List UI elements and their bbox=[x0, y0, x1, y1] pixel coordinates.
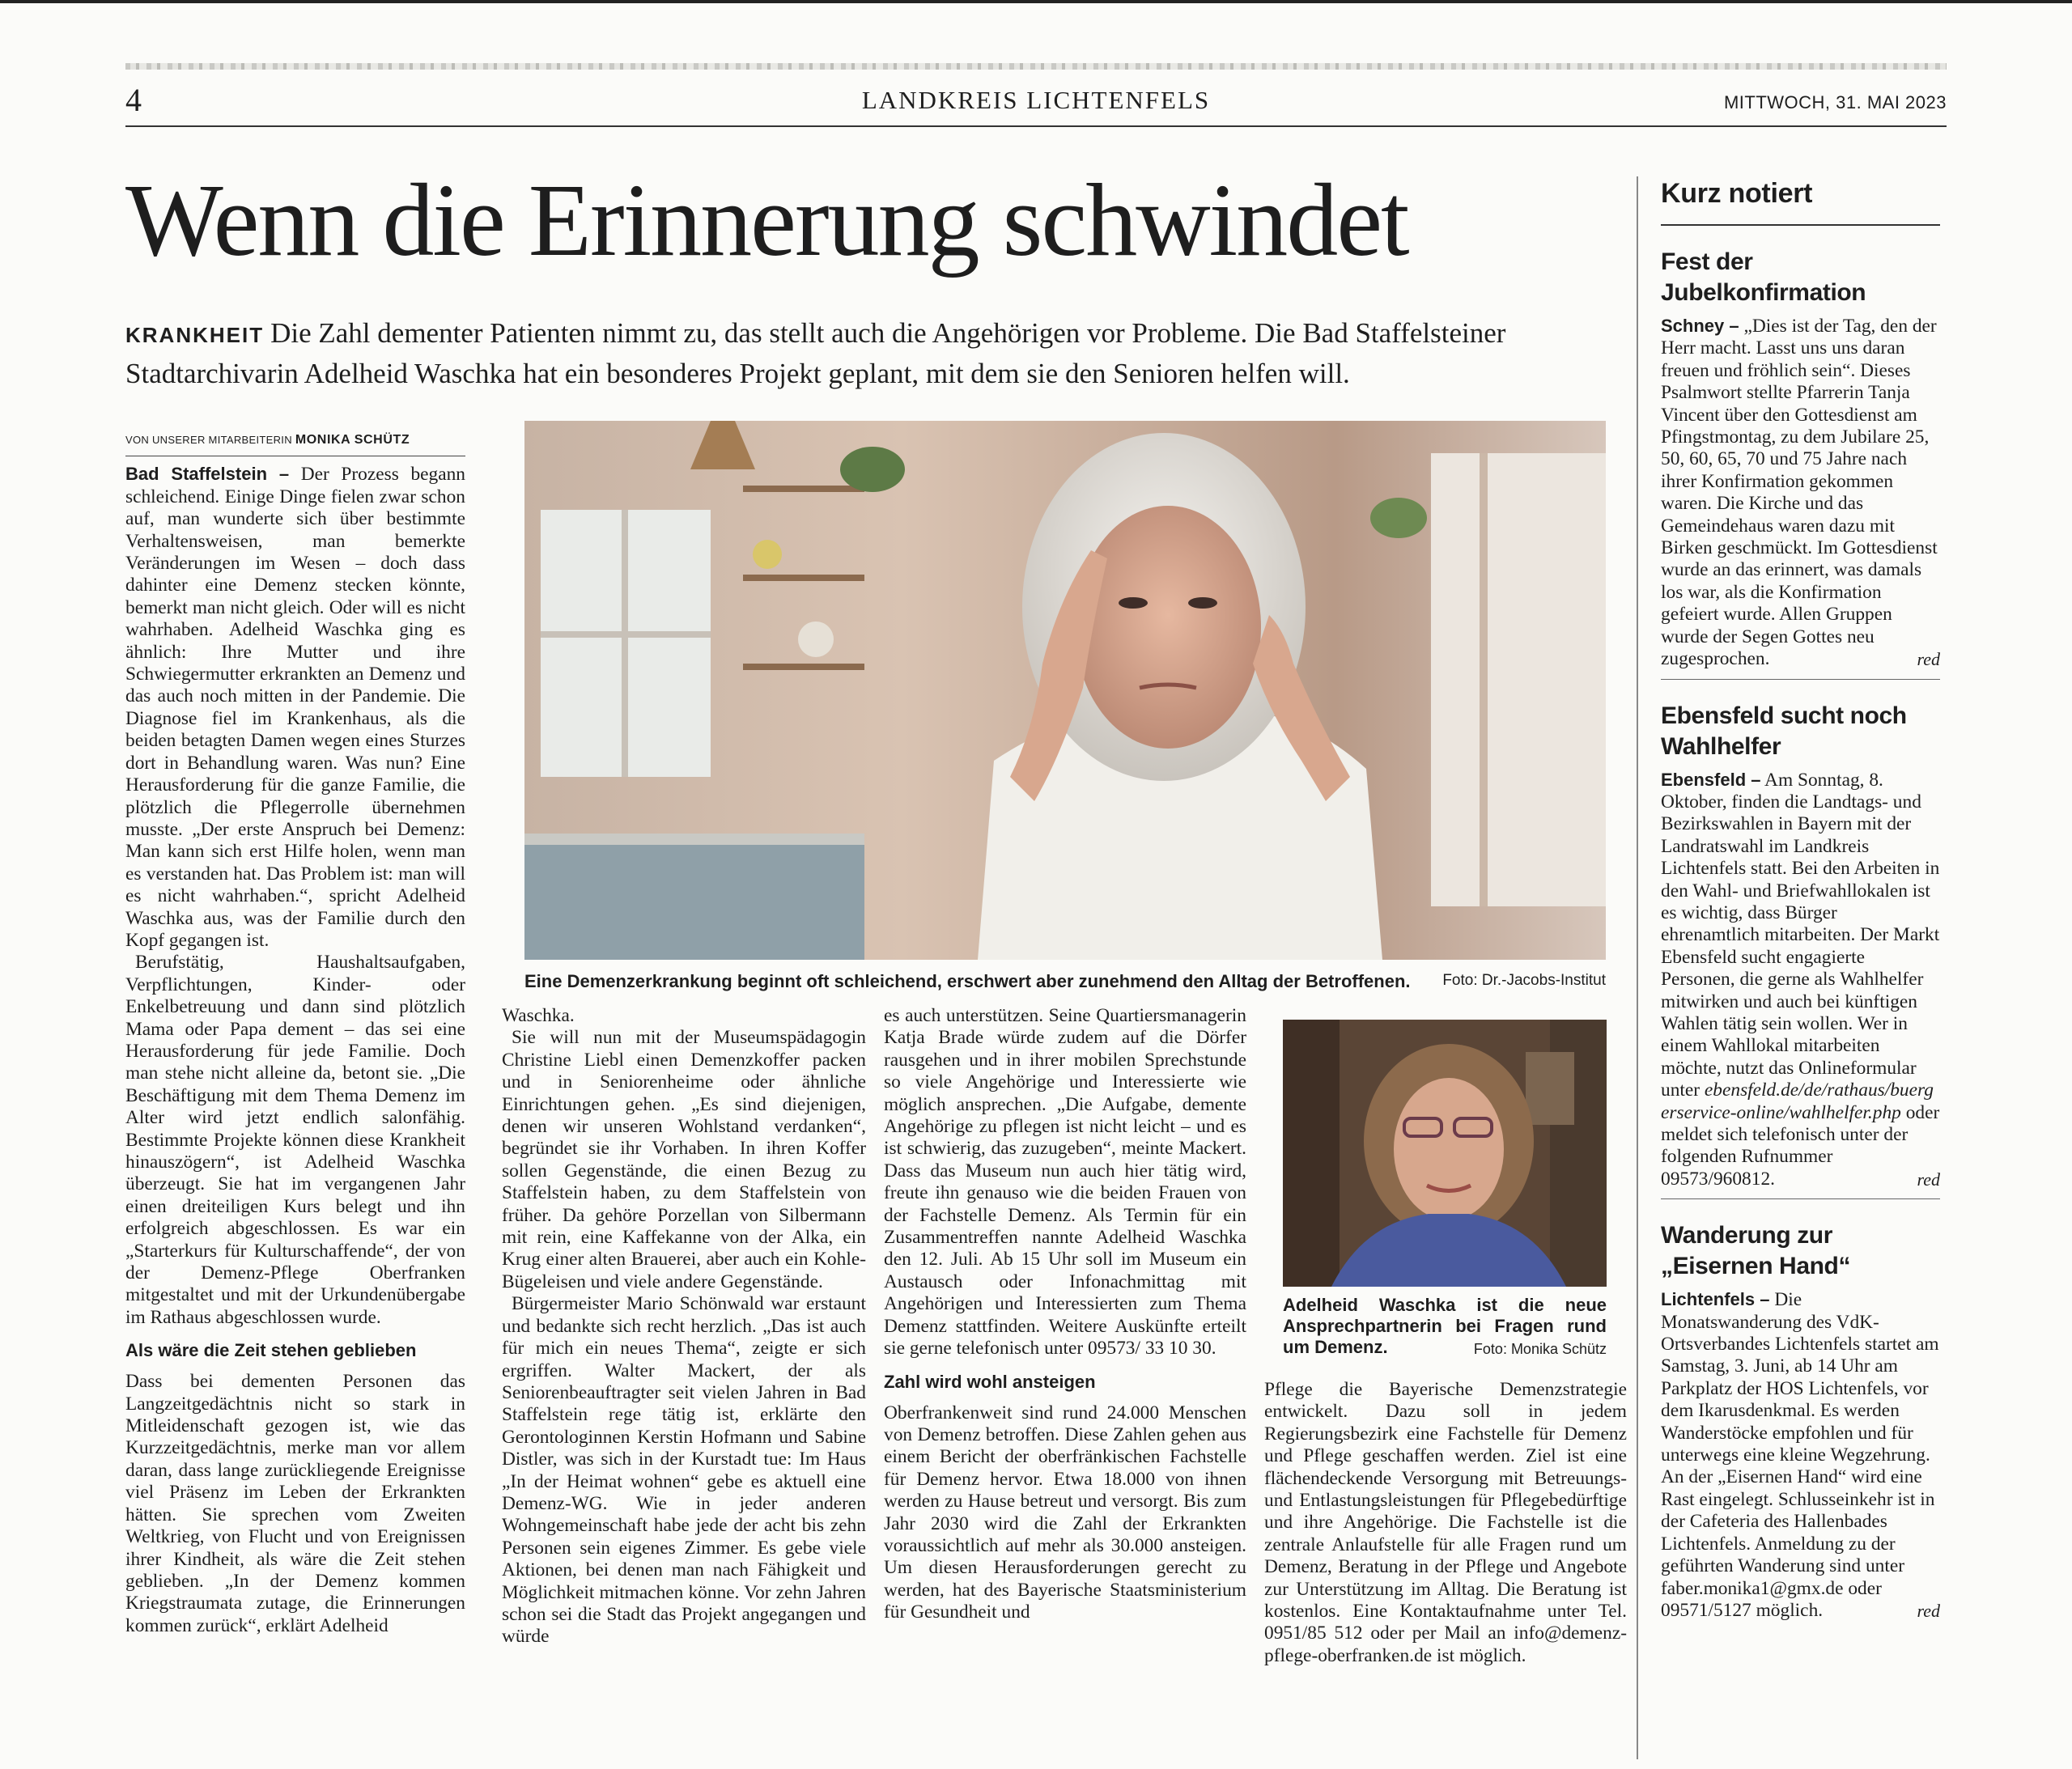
brief-dateline: Lichtenfels – bbox=[1661, 1289, 1770, 1310]
column-1-body-lower bbox=[125, 952, 465, 1637]
article-column-2 bbox=[502, 1005, 866, 1741]
sidebar-title: Kurz notiert bbox=[1661, 178, 1940, 226]
paragraph: Waschka. bbox=[502, 1005, 575, 1026]
paragraph: Dass bei dementen Personen das Langzeitgedächtnis nicht so stark in Mitleidenschaft gezogen ist, wie das Kurzzeitgedächtnis, merke man vor allem daran, dass lange zurückliegende Ereignisse viel Präsenz im Leben der Erkrankten hätten. Sie sprechen vom Zweiten Weltkrieg, von Flucht und von Ereignissen ihrer Kindheit, als wäre die Zeit stehen geblieben. „In der Demenz kommen Kriegstraumata zutage, die Erinnerungen kommen zurück“, erklärt Adelheid bbox=[125, 1371, 465, 1636]
header-rule bbox=[125, 125, 1947, 127]
sidebar-divider bbox=[1637, 176, 1638, 1759]
article-column-4 bbox=[1264, 1379, 1627, 1743]
byline-prefix: VON UNSERER MITARBEITERIN bbox=[125, 434, 292, 446]
portrait-caption-text: Adelheid Waschka ist die neue Ansprechpartnerin bei Fragen rund um Demenz. bbox=[1283, 1295, 1607, 1357]
article-column-1 bbox=[125, 429, 554, 1744]
portrait-photo bbox=[1283, 1020, 1607, 1287]
main-photo bbox=[524, 421, 1606, 960]
brief-body bbox=[1661, 315, 1940, 671]
paragraph: Sie will nun mit der Museumspädagogin Christine Liebl einen Demenzkoffer packen und in Seniorenheime oder ähnliche Einrichtungen gehen. „Es sind diejenigen, denen wir unseren Wohlstand verdanken“, begründet sie ihr Vorhaben. In ihren Koffer sollen Gegenstände, die einen Bezug zu Staffelstein haben, zu dem Staffelstein von früher. Da gehöre Porzellan von Silbermann mit rein, eine Kaffekanne von der Alka, ein Krug einer alten Brauerei, aber auch ein Kohle-Bügeleisen und viele andere Gegenstände. bbox=[502, 1027, 866, 1292]
brief-body bbox=[1661, 769, 1940, 1191]
brief-item bbox=[1661, 1220, 1940, 1622]
lead-kicker: KRANKHEIT bbox=[125, 323, 265, 347]
lead-text: Die Zahl dementer Patienten nimmt zu, das stellt auch die Angehörigen vor Probleme. Die Bad Staffelsteiner Stadtarchivarin Adelheid Waschka hat ein besonderes Projekt geplant, mit dem sie den Senioren helfen will. bbox=[125, 317, 1506, 389]
subheading: Als wäre die Zeit stehen geblieben bbox=[125, 1340, 417, 1361]
column-1-body bbox=[125, 463, 465, 952]
issue-date: MITTWOCH, 31. MAI 2023 bbox=[1723, 92, 1947, 112]
main-photo-credit: Foto: Dr.-Jacobs-Institut bbox=[1442, 972, 1606, 989]
brief-headline: Ebensfeld sucht noch Wahlhelfer bbox=[1661, 702, 1907, 760]
paragraph: Bürgermeister Mario Schönwald war erstaunt und bedankte sich recht herzlich. „Das ist auch für mich ein neues Thema“, zeigte er sich ergriffen. Walter Mackert, der als Seniorenbeauftragter seit vielen Jahren in Bad Staffelstein rege tätig ist, erklärte den Gerontologinnen Kerstin Hofmann und Sabine Distler, was sich in der Kurstadt tue: Im Haus „In der Heimat wohnen“ gebe es aktuell eine Demenz-WG. Wie in jeder anderen Wohngemeinschaft habe jede der acht bis zehn Personen sein eigenes Zimmer. Es gebe viele Aktionen, bei denen man nach Fähigkeit und Möglichkeit mitmachen könne. Vor zehn Jahren schon sei die Stadt das Projekt angegangen und würde bbox=[502, 1293, 866, 1648]
dateline: Bad Staffelstein – bbox=[125, 464, 290, 485]
brief-text-after: oder meldet sich telefonisch unter der folgenden Rufnummer 09573/960812. bbox=[1661, 1101, 1940, 1190]
brief-signature: red bbox=[1917, 649, 1940, 670]
page-number: 4 bbox=[125, 82, 142, 118]
section-title: LANDKREIS LICHTENFELS bbox=[861, 86, 1211, 114]
brief-url: ebensfeld.de/de/rathaus/buergerservice-online/wahlhelfer.php bbox=[1661, 1080, 1934, 1123]
brief-rule bbox=[1661, 679, 1940, 680]
top-border-rule bbox=[0, 0, 2072, 3]
main-photo-caption bbox=[524, 971, 1606, 992]
paragraph: Pflege die Bayerische Demenzstrategie entwickelt. Dazu soll in jedem Regierungsbezirk eine Fachstelle für Demenz und Pflege geschaffen werden. Ziel ist eine flächendeckende Versorgung mit Betreuungs- und Entlastungsleistungen für Pflegebedürftige und ihre Angehörige. Die Fachstelle ist die zentrale Anlaufstelle für alle Fragen rund um Demenz, Beratung in der Pflege und Angebote zur Unterstützung im Alltag. Die Beratung ist kostenlos. Eine Kontaktaufnahme unter Tel. 0951/85 512 oder per Mail an info@demenz-pflege-oberfranken.de ist möglich. bbox=[1264, 1379, 1627, 1666]
paragraph bbox=[125, 463, 465, 952]
subheading: Zahl wird wohl ansteigen bbox=[884, 1371, 1096, 1392]
brief-body bbox=[1661, 1288, 1940, 1622]
paragraph: Oberfrankenweit sind rund 24.000 Menschen von Demenz betroffen. Diese Zahlen gehen aus einem Bericht der oberfränkischen Fachstelle für Demenz hervor. Etwa 18.000 von ihnen werden zu Hause betreut und versorgt. Bis zum Jahr 2030 wird die Zahl der Erkrankten voraussichtlich auf mehr als 30.000 ansteigen. Um diesen Herausforderungen gerecht zu werden, hat des Bayerische Staatsministerium für Gesundheit und bbox=[884, 1402, 1246, 1623]
brief-headline: Wanderung zur „Eisernen Hand“ bbox=[1661, 1222, 1851, 1280]
portrait-caption bbox=[1283, 1295, 1607, 1360]
brief-text: Am Sonntag, 8. Oktober, finden die Landtags- und Bezirkswahlen in Bayern mit der Landratswahl im Landkreis Lichtenfels statt. Bei den Arbeiten in den Wahl- und Briefwahllokalen ist es wichtig, dass Bürger ehrenamtlich mitarbeiten. Der Markt Ebensfeld sucht engagierte Personen, die gerne als Wahlhelfer mitwirken und auch bei künftigen Wahlen tätig sein wollen. Wer in einem Wahllokal mitarbeiten möchte, nutzt das Onlineformular unter bbox=[1661, 769, 1940, 1101]
brief-text: Die Monatswanderung des VdK-Ortsverbandes Lichtenfels startet am Samstag, 3. Juni, ab 14 Uhr am Parkplatz der HOS Lichtenfels, vor dem Ikarusdenkmal. Es werden Wanderstöcke empfohlen und für unterwegs eine kleine Wegzehrung. An der „Eisernen Hand“ wird eine Rast eingelegt. Schlusseinkehr ist in der Cafeteria des Hallenbades Lichtenfels. Anmeldung zu der geführten Wanderung sind unter faber.monika1@gmx.de oder 09571/5127 möglich. bbox=[1661, 1289, 1939, 1621]
byline bbox=[125, 429, 465, 451]
brief-headline: Fest der Jubelkonfirmation bbox=[1661, 248, 1866, 306]
brief-dateline: Schney – bbox=[1661, 316, 1739, 336]
paragraph: es auch unterstützen. Seine Quartiersmanagerin Katja Brade würde zudem auf die Dörfer rausgehen und in ihrer mobilen Sprechstunde so viele Angehörige und Interessierte wie möglich ansprechen. „Die Aufgabe, demente Angehörige zu pflegen ist nicht leicht – und es ist schwierig, das zuzugeben“, meinte Mackert. Dass das Museum nun auch hier tätig wird, freute ihn genauso wie die beiden Frauen von der Fachstelle Demenz. Als Termin für ein Zusammentreffen nannte Adelheid Waschka den 12. Juli. Ab 15 Uhr soll im Museum ein Austausch oder Infonachmittag mit Angehörigen und Interessierten zum Thema Demenz stattfinden. Weitere Auskünfte erteilt sie gerne telefonisch unter 09573/ 33 10 30. bbox=[884, 1005, 1246, 1360]
article-headline: Wenn die Erinnerung schwindet bbox=[125, 163, 1408, 278]
paragraph-text: Der Prozess begann schleichend. Einige Dinge fielen zwar schon auf, man wunderte sich über bestimmte Verhaltensweisen, man bemerkte Veränderungen im Wesen – doch dass dahinter eine Demenz stecken könnte, bemerkt man nicht gleich. Oder will es nicht wahrhaben. Adelheid Waschka ging es ähnlich: Ihre Mutter und ihre Schwiegermutter erkrankten an Demenz und das auch noch mitten in der Pandemie. Die Diagnose fiel im Krankenhaus, als die beiden betagten Damen wegen eines Sturzes dort in Behandlung waren. Was nun? Eine Herausforderung für die ganze Familie, die plötzlich die Pflegerrolle übernehmen musste. „Der erste Anspruch bei Demenz: Man kann sich erst Hilfe holen, wenn man es verstanden hat. Das Problem ist: man will es nicht wahrhaben.“, spricht Adelheid Waschka aus, was der Familie durch den Kopf gegangen ist. bbox=[125, 464, 465, 951]
byline-author: MONIKA SCHÜTZ bbox=[295, 433, 410, 447]
brief-item bbox=[1661, 701, 1940, 1200]
article-lead bbox=[125, 314, 1623, 393]
brief-item bbox=[1661, 247, 1940, 680]
brief-signature: red bbox=[1917, 1169, 1940, 1190]
brief-text: „Dies ist der Tag, den der Herr macht. Lasst uns uns daran freuen und fröhlich sein“. Dieses Psalmwort stellte Pfarrerin Tanja Vincent über den Gottesdienst am Pfingstmontag, zu dem Jubilare 25, 50, 60, 65, 70 und 75 Jahre nach ihrer Konfirmation gekommen waren. Die Kirche und das Gemeindehaus waren dazu mit Birken geschmückt. Im Gottesdienst wurde an das erinnert, was damals los war, als die Konfirmation gefeiert wurde. Allen Gruppen wurde der Segen Gottes neu zugesprochen. bbox=[1661, 316, 1938, 670]
photo-elderly-woman bbox=[524, 421, 1606, 960]
scan-edge-strip bbox=[125, 63, 1947, 70]
article-column-3 bbox=[884, 1005, 1246, 1741]
paragraph: Berufstätig, Haushaltsaufgaben, Verpflichtungen, Kinder- oder Enkelbetreuung und dann sind plötzlich Mama oder Papa dement – das sei eine Herausforderung für jede Familie. Doch man stehe nicht alleine da, betont sie. „Die Beschäftigung mit dem Thema Demenz im Alter wird jetzt endlich salonfähig. Bestimmte Projekte können diese Krankheit hinauszögern“, ist Adelheid Waschka überzeugt. Sie hat im vergangenen Jahr einen dreiteiligen Kurs belegt und ihn erfolgreich abgeschlossen. Es war ein „Starterkurs für Kulturschaffende“, der von der Demenz-Pflege Oberfranken mitgestaltet und mit der Urkundenübergabe im Rathaus abgeschlossen wurde. bbox=[125, 952, 465, 1328]
photo-adelheid-waschka bbox=[1283, 1020, 1607, 1287]
brief-signature: red bbox=[1917, 1600, 1940, 1621]
portrait-credit: Foto: Monika Schütz bbox=[1473, 1341, 1607, 1357]
brief-rule bbox=[1661, 1198, 1940, 1199]
brief-dateline: Ebensfeld – bbox=[1661, 769, 1761, 790]
sidebar-kurz-notiert bbox=[1661, 178, 1940, 1622]
main-caption-text: Eine Demenzerkrankung beginnt oft schleichend, erschwert aber zunehmend den Alltag der Betroffenen. bbox=[524, 971, 1411, 991]
